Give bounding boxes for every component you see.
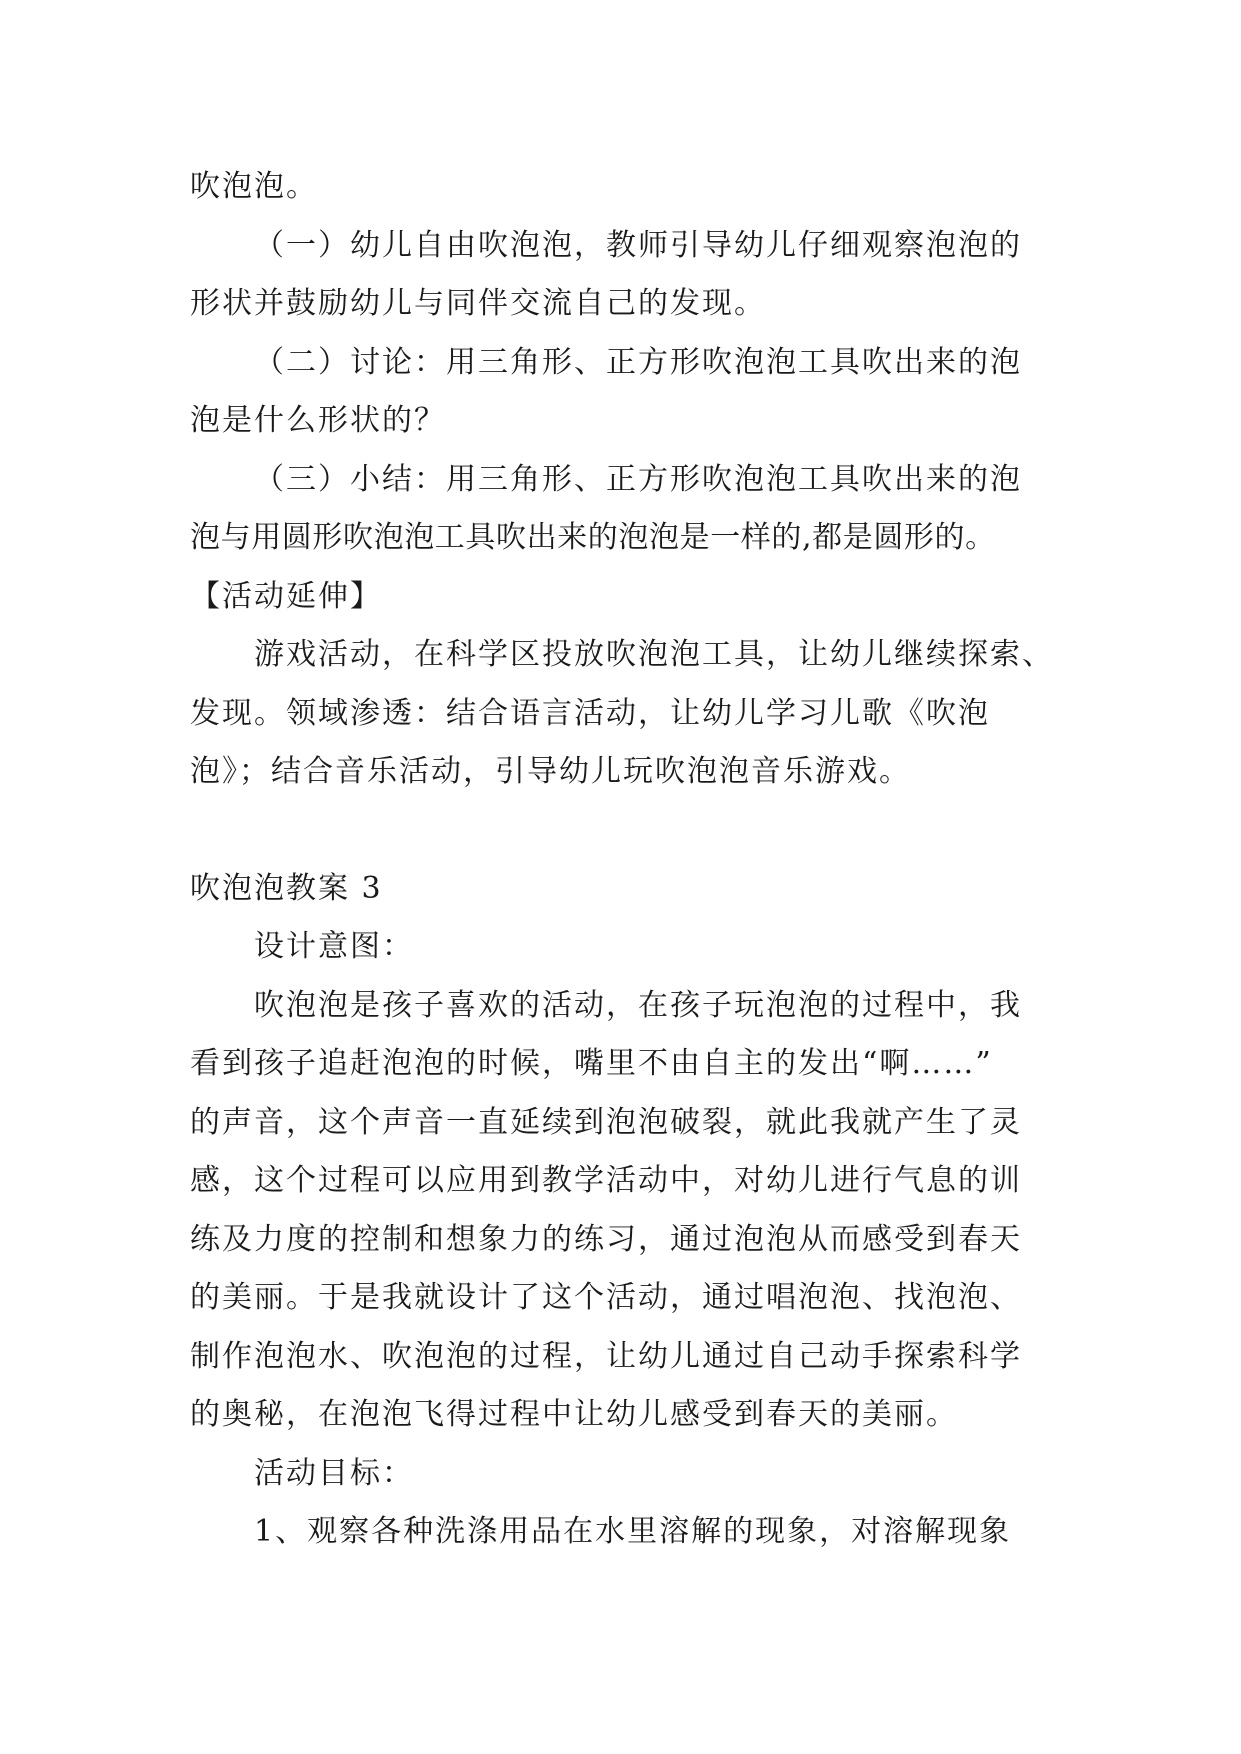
text-line: 吹泡泡是孩子喜欢的活动，在孩子玩泡泡的过程中，我 (254, 987, 1022, 1023)
section-gap (190, 802, 1070, 860)
text-line: 吹泡泡。 (190, 169, 318, 204)
text-line: 的奥秘，在泡泡飞得过程中让幼儿感受到春天的美丽。 (190, 1397, 958, 1432)
text-line: 泡是什么形状的？ (190, 403, 446, 438)
text-line: 泡与用圆形吹泡泡工具吹出来的泡泡是一样的,都是圆形的。 (190, 520, 996, 555)
text-line: 练及力度的控制和想象力的练习，通过泡泡从而感受到春天 (190, 1221, 1022, 1257)
text-line: 的美丽。于是我就设计了这个活动，通过唱泡泡、找泡泡、 (190, 1280, 1022, 1315)
document-page (190, 158, 1070, 1562)
text-line: 活动目标： (254, 1455, 414, 1491)
text-line: 1、观察各种洗涤用品在水里溶解的现象，对溶解现象 (254, 1514, 1012, 1549)
text-line: 感，这个过程可以应用到教学活动中，对幼儿进行气息的训 (190, 1163, 1022, 1198)
text-line: 发现。领域渗透：结合语言活动，让幼儿学习儿歌《吹泡 (190, 695, 990, 731)
text-line: 设计意图： (254, 929, 414, 964)
text-line: 泡》；结合音乐活动，引导幼儿玩吹泡泡音乐游戏。 (190, 754, 911, 789)
text-line: 制作泡泡水、吹泡泡的过程，让幼儿通过自己动手探索科学 (190, 1338, 1022, 1374)
text-line: 游戏活动，在科学区投放吹泡泡工具，让幼儿继续探索、 (254, 637, 1054, 672)
text-line: （一）幼儿自由吹泡泡，教师引导幼儿仔细观察泡泡的 (254, 227, 1022, 263)
section-heading: 【活动延伸】 (190, 578, 382, 614)
text-line: 形状并鼓励幼儿与同伴交流自己的发现。 (190, 286, 766, 321)
text-line: 的声音，这个声音一直延续到泡泡破裂，就此我就产生了灵 (190, 1104, 1022, 1140)
document-title: 吹泡泡教案 3 (190, 870, 383, 906)
text-line: （二）讨论：用三角形、正方形吹泡泡工具吹出来的泡 (254, 344, 1022, 380)
text-line: 看到孩子追赶泡泡的时候，嘴里不由自主的发出“啊……” (190, 1046, 993, 1081)
text-line: （三）小结：用三角形、正方形吹泡泡工具吹出来的泡 (254, 461, 1022, 497)
